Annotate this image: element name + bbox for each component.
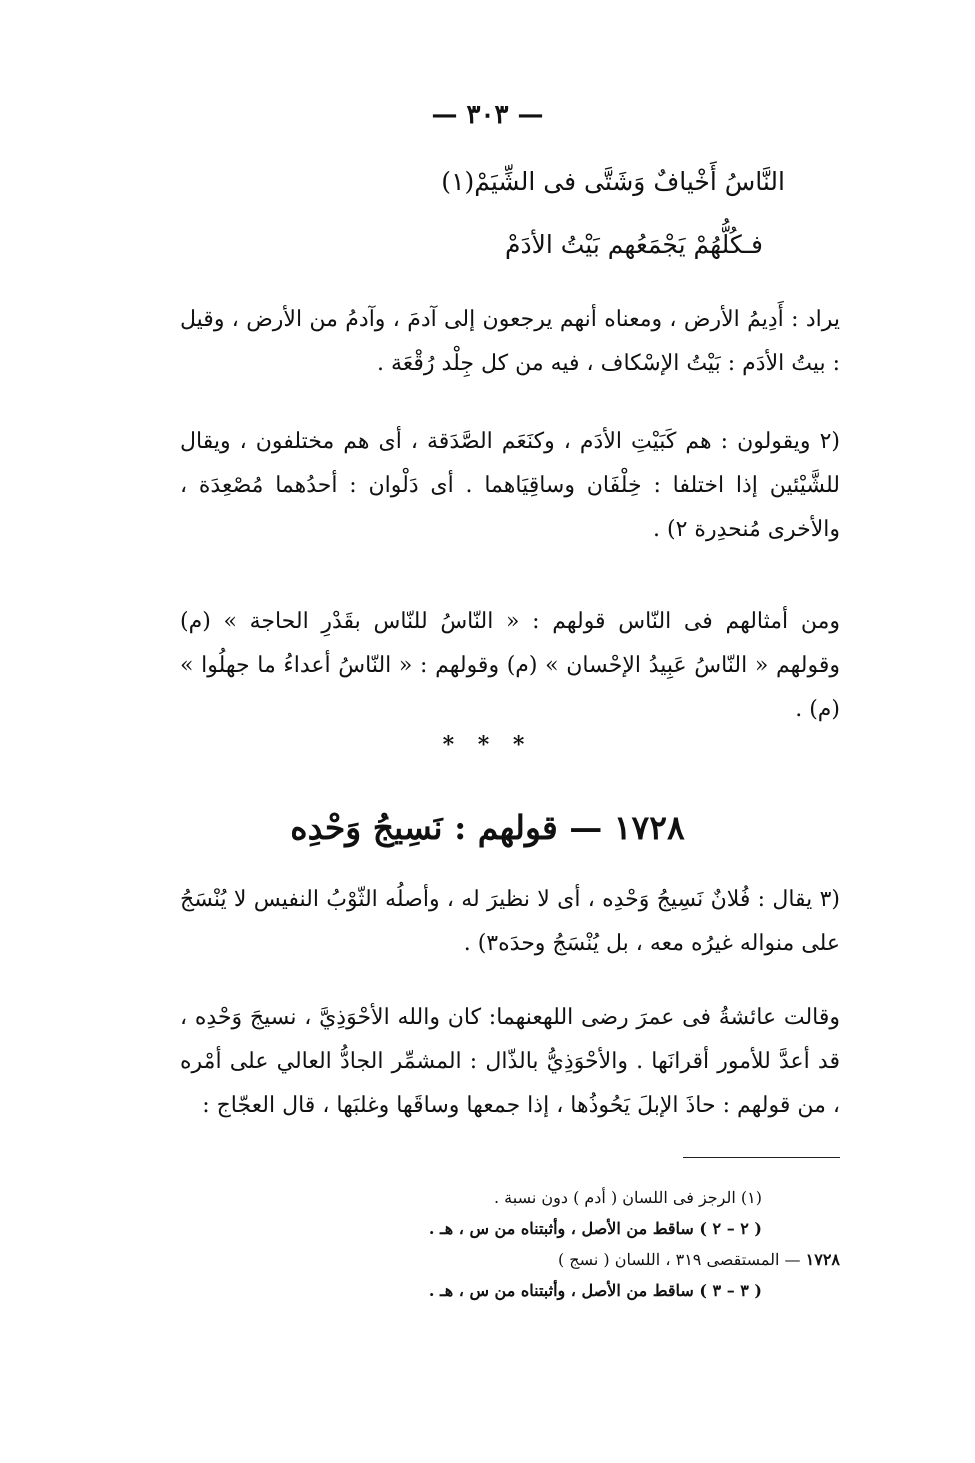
paragraph-proverbs-people: ومن أمثالهم فى النّاس قولهم : « النّاسُ للنّاس بقَدْرِ الحاجة » (م) وقولهم « النّاسُ عَبِيدُ الإحْسان » (م) وقولهم : « النّاسُ أعداءُ ما جهلُوا » (م) . [180,609,840,722]
paragraph-verse-explanation: يراد : أَدِيمُ الأرض ، ومعناه أنهم يرجعون إلى آدمَ ، وآدمُ من الأرض ، وقيل : بيتُ الأدَم : بَيْتُ الإسْكاف ، فيه من كل جِلْد رُقْعَة . [180,307,840,376]
verse-line-2: فـكُلُّهُمْ يَجْمَعُهم بَيْتُ الأدَمْ [505,230,763,259]
paragraph-sayings-difference: (٢ ويقولون : هم كَبَيْتِ الأدَم ، وكنَعَم الصَّدَقة ، أى هم مختلفون ، ويقال للشَّيْئين إذا اختلفا : خِلْفَان وساقِيَاهما . أى دَلْوان : أحدُهما مُصْعِدَة ، والأخرى مُنحدِرة ٢) . [180,429,840,542]
paragraph-entry-definition: (٣ يقال : فُلانٌ نَسِيجُ وَحْدِه ، أى لا نظيرَ له ، وأصلُه الثّوْبُ النفيس لا يُنْسَجُ على منواله غيرُه معه ، بل يُنْسَجُ وحدَه٣) . [180,887,840,956]
footnote-2: ( ٢ – ٢ ) ساقط من الأصل ، وأثبتناه من س ، هـ . [428,1219,762,1238]
entry-heading: ١٧٢٨ — قولهم : نَسِيجُ وَحْدِه [290,808,685,847]
paragraph-aisha-quote: وقالت عائشةُ فى عمرَ رضى اللهعنهما: كان والله الأحْوَذِيَّ ، نسيجَ وَحْدِه ، قد أعدَّ للأمور أقرانَها . والأحْوَذِيُّ بالذّال : المشمِّر الجادُّ العالي على أمْره ، من قولهم : حاذَ الإبلَ يَحُوذُها ، إذا جمعها وساقَها وغلبَها ، قال العجّاج : [180,1005,840,1118]
footnote-entry-number: ١٧٢٨ [805,1250,840,1269]
page-number: — ٣٠٣ — [431,100,544,130]
footnotes [180,1182,840,1306]
footnote-1: (١) الرجز فى اللسان ( أدم ) دون نسبة . [493,1188,762,1207]
footnote-divider [683,1157,840,1158]
footnote-entry-text: — المستقصى ٣١٩ ، اللسان ( نسج ) [557,1250,801,1269]
verse-line-1: النَّاسُ أَخْيافٌ وَشَتَّى فى الشِّيَمْ(١) [441,167,785,196]
footnote-entry-source [180,1244,840,1275]
footnote-3: ( ٣ – ٣ ) ساقط من الأصل ، وأثبتناه من س ، هـ . [428,1281,762,1300]
section-separator: * * * [442,732,533,758]
